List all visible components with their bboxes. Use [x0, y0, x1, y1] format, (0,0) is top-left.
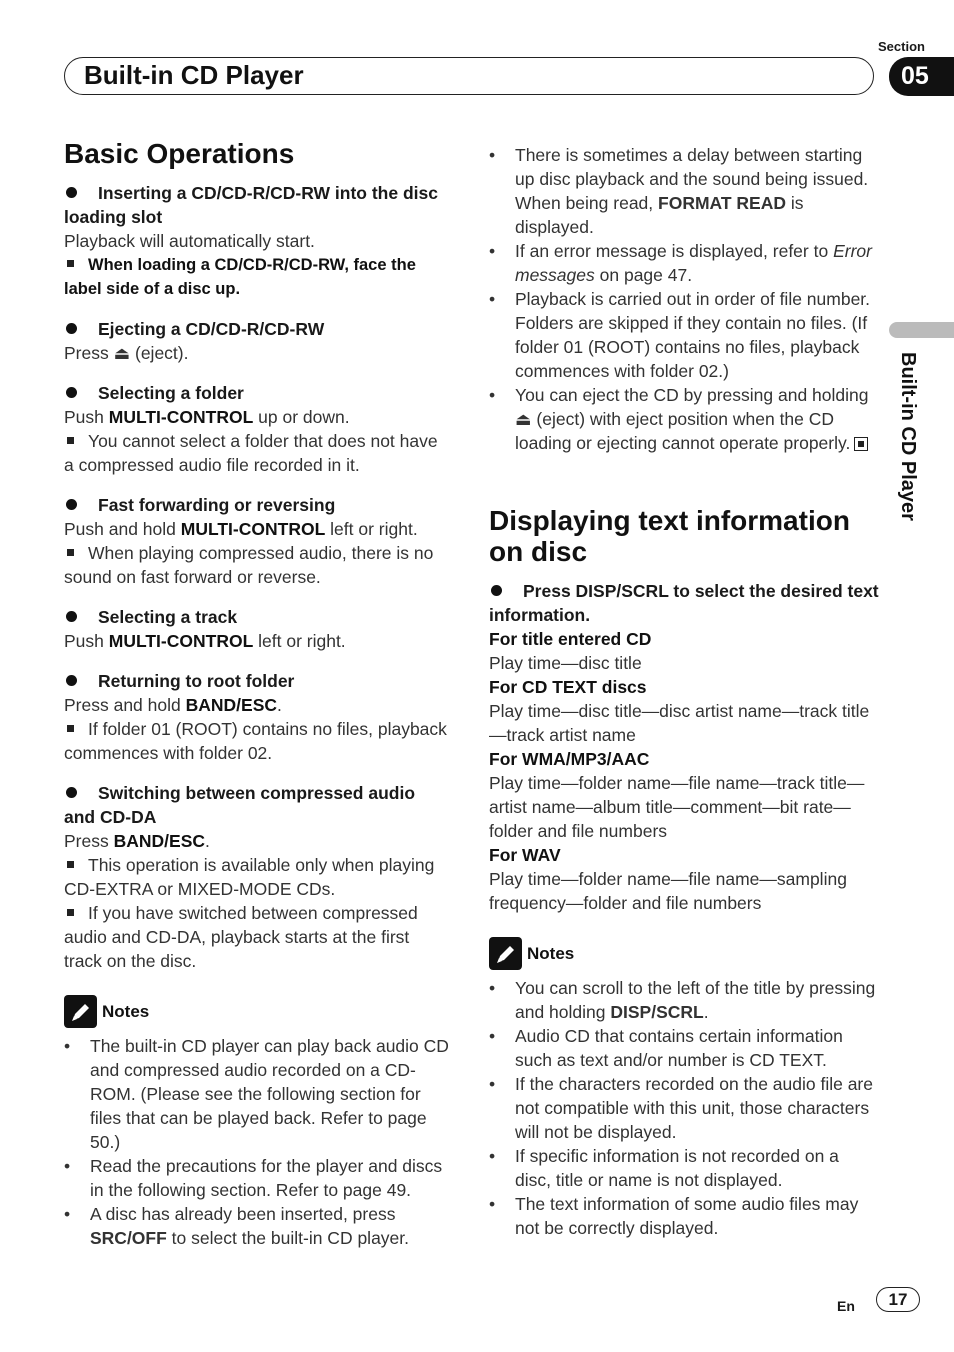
page-title: Built-in CD Player — [84, 60, 304, 90]
bullet-dot-icon — [66, 675, 77, 686]
instruction-text: Press DISP/SCRL to select the desired text information. — [489, 581, 879, 625]
op-body: Push MULTI-CONTROL left or right. — [64, 631, 346, 651]
bullet-dot-icon — [66, 787, 77, 798]
list-item: • There is sometimes a delay between starting up disc playback and the sound being issued. When being read, FORMAT READ is displayed. — [489, 145, 869, 237]
group-label: For WMA/MP3/AAC — [489, 749, 650, 769]
op-title: Inserting a CD/CD-R/CD-RW into the disc loading slot — [64, 183, 438, 227]
end-mark-icon — [854, 437, 868, 451]
notes-heading: Notes — [64, 995, 449, 1028]
op-title: Selecting a track — [64, 605, 449, 629]
list-item: • Audio CD that contains certain information such as text and/or number is CD TEXT. — [489, 1026, 843, 1070]
left-column — [64, 138, 449, 1250]
op-body: Push MULTI-CONTROL up or down. — [64, 407, 350, 427]
op-body: Press BAND/ESC. — [64, 831, 210, 851]
op-note: When loading a CD/CD-R/CD-RW, face the label side of a disc up. — [64, 256, 416, 298]
bullet-dot-icon — [66, 323, 77, 334]
square-bullet-icon — [67, 909, 74, 916]
list-item: • The built-in CD player can play back audio CD and compressed audio recorded on a CD-ROM. (Please see the following section for files that can be played back. Refer to page 50.) — [64, 1036, 449, 1152]
op-title: Returning to root folder — [64, 669, 449, 693]
square-bullet-icon — [67, 725, 74, 732]
bullet-dot-icon — [66, 187, 77, 198]
page-number: 17 — [876, 1287, 920, 1312]
list-item: • The text information of some audio files may not be correctly displayed. — [489, 1194, 859, 1238]
list-item: • You can eject the CD by pressing and holding ⏏ (eject) with eject position when the CD loading or ejecting cannot operate properly. — [489, 385, 869, 453]
op-note: If folder 01 (ROOT) contains no files, playback commences with folder 02. — [64, 719, 447, 763]
op-title: Switching between compressed audio and CD-DA — [64, 783, 416, 827]
bullet-dot-icon — [491, 585, 502, 596]
op-note: When playing compressed audio, there is no sound on fast forward or reverse. — [64, 543, 434, 587]
list-item: • You can scroll to the left of the title by pressing and holding DISP/SCRL. — [489, 978, 876, 1022]
list-item: • If specific information is not recorded on a disc, title or name is not displayed. — [489, 1146, 839, 1190]
group-label: For CD TEXT discs — [489, 677, 647, 697]
group-label: For title entered CD — [489, 629, 652, 649]
list-item: • If the characters recorded on the audio file are not compatible with this unit, those characters will not be displayed. — [489, 1074, 873, 1142]
bullet-dot-icon — [66, 499, 77, 510]
section-label: Section — [878, 39, 925, 54]
op-body: Press ⏏ (eject). — [64, 343, 189, 363]
playback-notes-list — [489, 143, 879, 455]
language-label: En — [837, 1298, 855, 1314]
op-title: Selecting a folder — [64, 381, 449, 405]
op-note: This operation is available only when playing CD-EXTRA or MIXED-MODE CDs. — [64, 855, 435, 899]
right-column — [489, 143, 879, 1240]
group-text: Play time—folder name—file name—sampling frequency—folder and file numbers — [489, 869, 847, 913]
bullet-dot-icon — [66, 387, 77, 398]
list-item: • Playback is carried out in order of file number. Folders are skipped if they contain no files. (If folder 01 (ROOT) contains no files, playback commences with folder 02.) — [489, 289, 871, 381]
side-tab-label: Built-in CD Player — [897, 352, 919, 521]
notes-heading: Notes — [489, 937, 879, 970]
group-text: Play time—disc title—disc artist name—track title—track artist name — [489, 701, 870, 745]
section-number-badge: 05 — [889, 57, 954, 96]
list-item: • If an error message is displayed, refer to Error messages on page 47. — [489, 241, 872, 285]
op-note: If you have switched between compressed audio and CD-DA, playback starts at the first track on the disc. — [64, 903, 418, 971]
op-body: Push and hold MULTI-CONTROL left or right. — [64, 519, 418, 539]
op-title: Ejecting a CD/CD-R/CD-RW — [64, 317, 449, 341]
side-tab-marker — [889, 322, 954, 338]
square-bullet-icon — [67, 549, 74, 556]
op-body: Press and hold BAND/ESC. — [64, 695, 282, 715]
list-item: • Read the precautions for the player and discs in the following section. Refer to page 49. — [64, 1156, 443, 1200]
op-title: Fast forwarding or reversing — [64, 493, 449, 517]
square-bullet-icon — [67, 260, 74, 267]
pencil-note-icon — [64, 995, 97, 1028]
display-text-heading: Displaying text information on disc — [489, 505, 850, 567]
bullet-dot-icon — [66, 611, 77, 622]
list-item: • A disc has already been inserted, press SRC/OFF to select the built-in CD player. — [64, 1204, 410, 1248]
pencil-note-icon — [489, 937, 522, 970]
group-text: Play time—disc title — [489, 653, 642, 673]
op-note: You cannot select a folder that does not have a compressed audio file recorded in it. — [64, 431, 438, 475]
square-bullet-icon — [67, 437, 74, 444]
op-body: Playback will automatically start. — [64, 231, 315, 251]
notes-list — [64, 1034, 449, 1250]
notes-list — [489, 976, 879, 1240]
group-text: Play time—folder name—file name—track title—artist name—album title—comment—bit rate—folder and file numbers — [489, 773, 865, 841]
basic-operations-heading: Basic Operations — [64, 138, 295, 169]
group-label: For WAV — [489, 845, 561, 865]
square-bullet-icon — [67, 861, 74, 868]
